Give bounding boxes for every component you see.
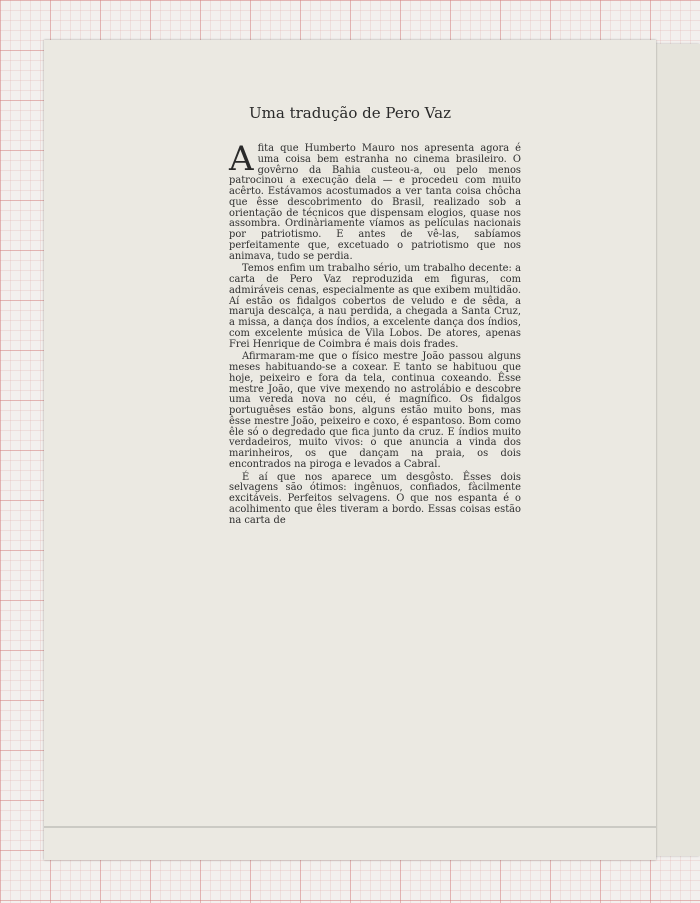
article-body: [229, 139, 521, 526]
article-paragraph-1: [229, 139, 521, 262]
page-fold-line: [44, 826, 656, 828]
drop-cap: A: [229, 139, 254, 179]
article-paragraph-2: Temos enfim um trabalho sério, um trabalho decente: a carta de Pero Vaz reproduzida em figuras, com admiráveis cenas, especialmente as que exibem multidão. Aí estão os fidalgos cobertos de veludo e de sêda, a maruja descalça, a nau perdida, a chegada a Santa Cruz, a missa, a dança dos índios, a excelente dança dos índios, com excelente música de Vila Lobos. De atores, apenas Frei Henrique de Coimbra é mais dois frades.: [229, 263, 521, 350]
paragraph-text: fita que Humberto Mauro nos apresenta agora é uma coisa bem estranha no cinema brasileiro. O govêrno da Bahia custeou-a, ou pelo menos patrocinou a execução dela — e procedeu com muito acêrto. Estávamos acostumados a ver tanta coisa chôcha que êsse descobrimento do Brasil, realizado sob a orientação de técnicos que dispensam elogios, quase nos assombra. Ordinàriamente víamos as películas nacionais por patriotismo. E antes de vê-las, sabíamos perfeitamente que, excetuado o patriotismo que nos animava, tudo se perdia.: [229, 143, 521, 262]
article-title: Uma tradução de Pero Vaz: [249, 104, 451, 122]
article-paragraph-4: É aí que nos aparece um desgôsto. Êsses dois selvagens são ótimos: ingênuos, confiados, fàcilmente excitáveis. Perfeitos selvagens. O que nos espanta é o acolhimento que êles tiveram a bordo. Essas coisas estão na carta de: [229, 471, 521, 526]
article-paragraph-3: Afirmaram-me que o físico mestre João passou alguns meses habituando-se a coxear. E tanto se habituou que hoje, peixeiro e fora da tela, continua coxeando. Êsse mestre João, que vive mexendo no astrolábio e descobre uma vereda nova no céu, é magnífico. Os fidalgos portuguêses estão bons, alguns estão muito bons, mas êsse mestre João, peixeiro e coxo, é espantoso. Bom como êle só o degredado que fica junto da cruz. E índios muito verdadeiros, muito vivos: o que anuncia a vinda dos marinheiros, os que dançam na praia, os dois encontrados na piroga e levados a Cabral.: [229, 351, 521, 470]
